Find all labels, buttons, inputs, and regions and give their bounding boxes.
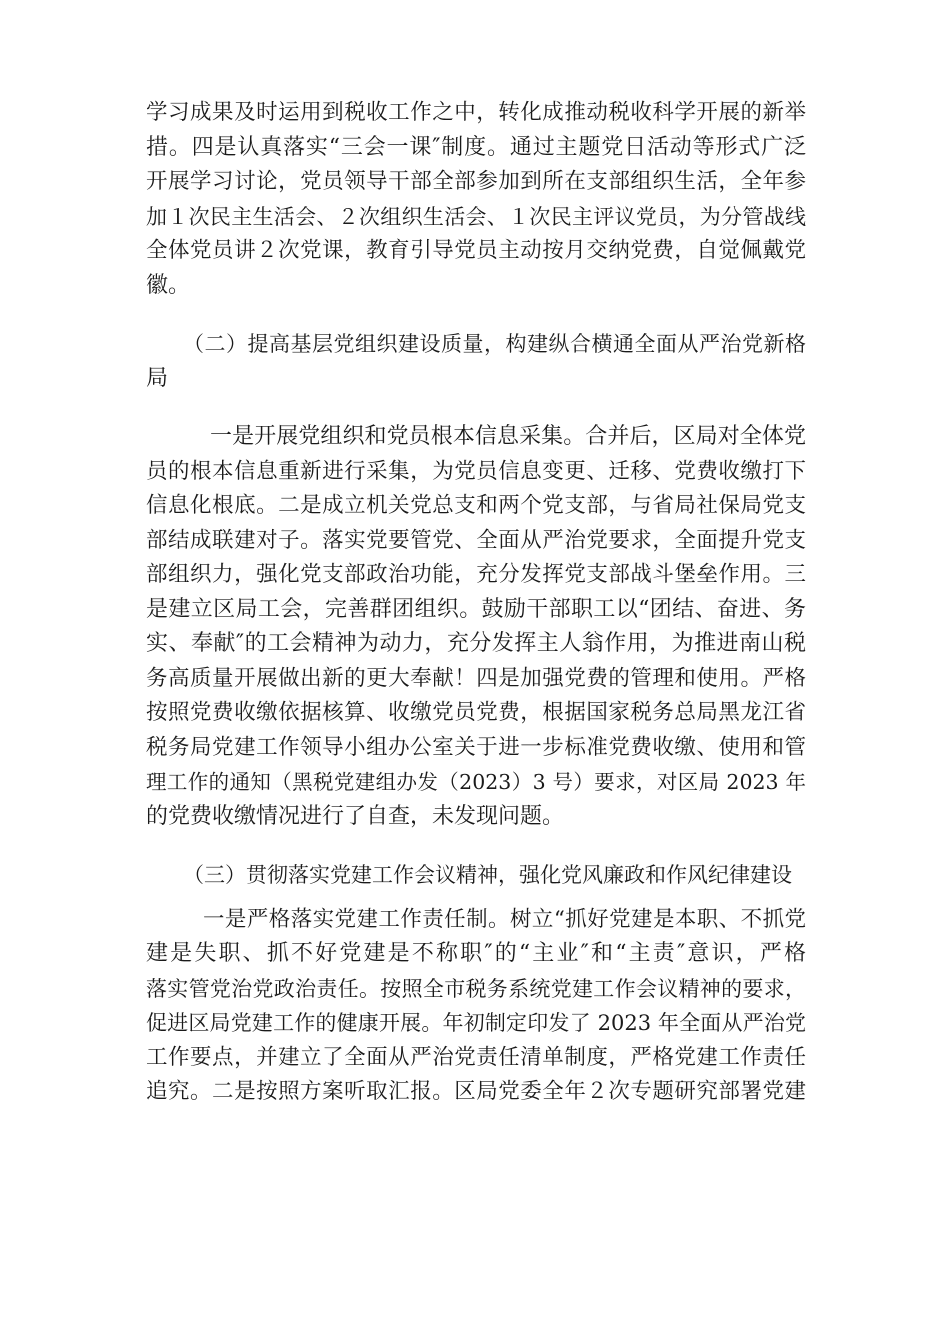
text-line: 税务局党建工作领导小组办公室关于进一步标准党费收缴、使用和管 xyxy=(146,734,806,760)
text-line: 理工作的通知（黑税党建组办发（2023）3 号）要求，对区局 2023 年 xyxy=(146,770,806,794)
section-heading-3: （三）贯彻落实党建工作会议精神，强化党风廉政和作风纪律建设 xyxy=(183,863,792,887)
text-line: 部结成联建对子。落实党要管党、全面从严治党要求，全面提升党支 xyxy=(146,527,806,553)
paragraph-2 xyxy=(146,420,806,834)
text-line: 一是开展党组织和党员根本信息采集。合并后，区局对全体党 xyxy=(210,424,806,449)
text-line: 措。四是认真落实“三会一课″制度。通过主题党日活动等形式广泛 xyxy=(146,134,806,160)
text-line: 是建立区局工会，完善群团组织。鼓励干部职工以“团结、奋进、务 xyxy=(146,596,806,622)
text-line: 务高质量开展做出新的更大奉献！四是加强党费的管理和使用。严格 xyxy=(146,665,806,691)
text-line: 实、奉献″的工会精神为动力，充分发挥主人翁作用，为推进南山税 xyxy=(146,631,806,656)
text-line: 落实管党治党政治责任。按照全市税务系统党建工作会议精神的要求， xyxy=(146,976,806,1001)
paragraph-3 xyxy=(146,903,806,1110)
text-line: 促进区局党建工作的健康开展。年初制定印发了 2023 年全面从严治党 xyxy=(146,1011,806,1035)
text-line: 部组织力，强化党支部政治功能，充分发挥党支部战斗堡垒作用。三 xyxy=(146,562,806,587)
section-heading-2 xyxy=(146,327,806,362)
text-line: 全体党员讲２次党课，教育引导党员主动按月交纳党费，自觉佩戴党 xyxy=(146,238,806,263)
text-line: 信息化根底。二是成立机关党总支和两个党支部，与省局社保局党支 xyxy=(146,493,806,518)
text-line: 按照党费收缴依据核算、收缴党员党费，根据国家税务总局黑龙江省 xyxy=(146,700,806,725)
text-line: 员的根本信息重新进行采集，为党员信息变更、迁移、党费收缴打下 xyxy=(146,458,806,484)
text-line: 建是失职、抓不好党建是不称职″的“主业″和“主责″意识，严格 xyxy=(146,941,806,966)
text-line: 的党费收缴情况进行了自查，未发现问题。 xyxy=(146,803,565,829)
text-line: 一是严格落实党建工作责任制。树立“抓好党建是本职、不抓党 xyxy=(203,906,806,932)
paragraph-1 xyxy=(146,96,806,303)
text-line: 开展学习讨论，党员领导干部全部参加到所在支部组织生活，全年参 xyxy=(146,169,806,194)
text-line: 工作要点，并建立了全面从严治党责任清单制度，严格党建工作责任 xyxy=(146,1044,806,1070)
heading-line: （二）提高基层党组织建设质量，构建纵合横通全面从严治党新格 xyxy=(183,332,806,356)
text-line: 追究。二是按照方案听取汇报。区局党委全年２次专题研究部署党建 xyxy=(146,1079,806,1104)
text-line: 学习成果及时运用到税收工作之中，转化成推动税收科学开展的新举 xyxy=(146,100,806,125)
text-line: 加１次民主生活会、２次组织生活会、１次民主评议党员，为分管战线 xyxy=(146,204,806,229)
text-line: 徽。 xyxy=(146,272,191,298)
document-page xyxy=(146,96,806,1110)
heading-line: 局 xyxy=(146,365,169,391)
